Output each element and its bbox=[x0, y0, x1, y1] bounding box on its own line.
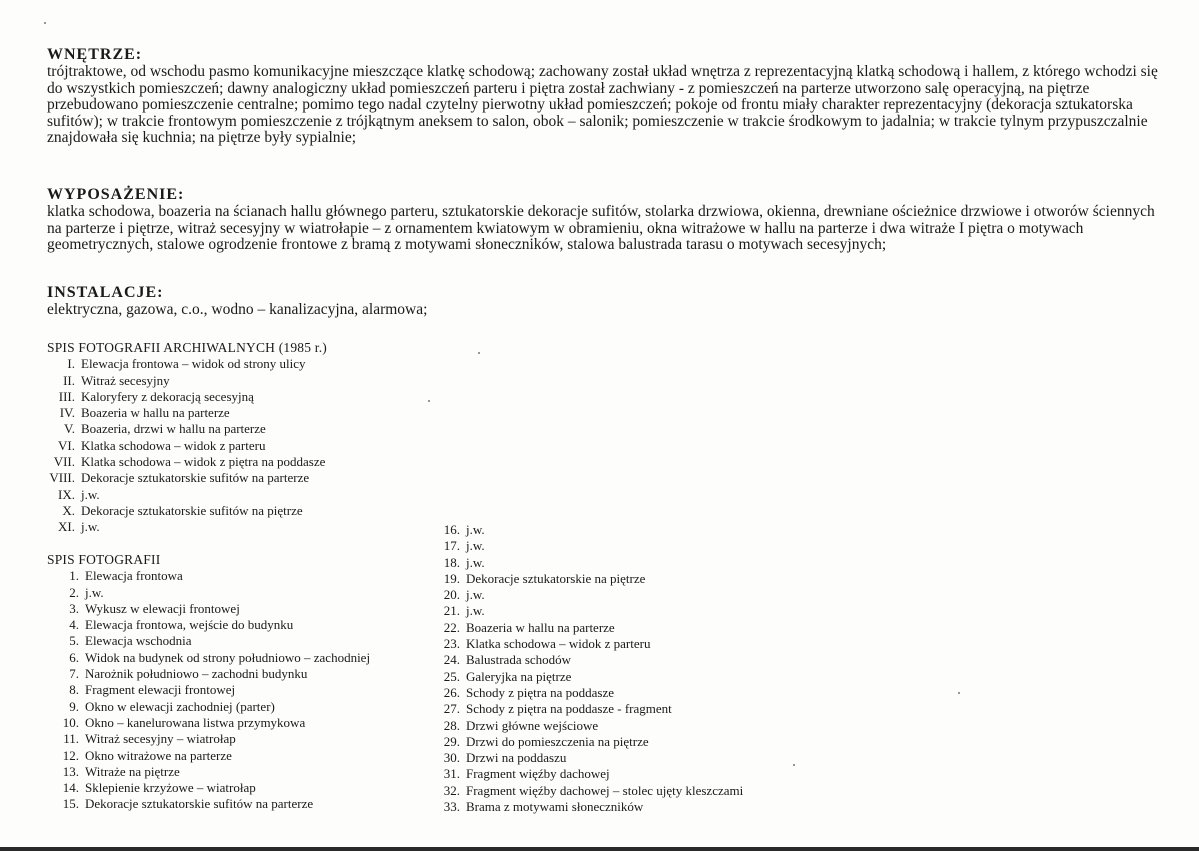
item-text: Okno – kanelurowana listwa przymykowa bbox=[85, 714, 306, 730]
item-text: Elewacja frontowa, wejście do budynku bbox=[85, 617, 294, 633]
item-text: Boazeria, drzwi w hallu na parterze bbox=[81, 421, 266, 437]
item-number: 23. bbox=[443, 636, 460, 652]
list-item bbox=[47, 731, 370, 747]
item-text: Okno witrażowe na parterze bbox=[85, 747, 232, 763]
item-text: Fragment więźby dachowej – stolec ujęty kleszczami bbox=[466, 782, 744, 798]
list-item bbox=[47, 682, 370, 698]
item-text: Klatka schodowa – widok z parteru bbox=[81, 437, 266, 453]
list-item bbox=[47, 780, 370, 796]
item-number: 4. bbox=[69, 617, 79, 633]
list-item bbox=[47, 617, 370, 633]
item-number: 2. bbox=[69, 584, 79, 600]
item-number: 25. bbox=[443, 668, 460, 684]
equipment-section bbox=[47, 186, 1167, 254]
item-text: j.w. bbox=[466, 522, 485, 537]
list-item bbox=[47, 421, 327, 437]
scan-speck bbox=[958, 692, 960, 694]
item-number: 15. bbox=[62, 796, 79, 812]
item-text: Dekoracje sztukatorskie sufitów na parterze bbox=[81, 470, 310, 486]
item-number: 30. bbox=[443, 750, 460, 766]
item-number: 26. bbox=[443, 684, 460, 700]
list-item bbox=[47, 585, 370, 601]
interior-text: trójtraktowe, od wschodu pasmo komunikacyjne mieszczące klatkę schodową; zachowany został układ wnętrza z reprezentacyjną klatką schodową i hallem, z którego wchodzi się do wszystkich pomieszczeń; dawny analogiczny układ pomieszczeń parteru i piętra został zachwiany - z pomieszczeń na parterze utworzono salę operacyjną, na piętrze przebudowano pomieszczenie centralne; pomimo tego nadal czytelny pierwotny układ pomieszczeń; pokoje od frontu miały charakter reprezentacyjny (dekoracja sztukatorska sufitów); w trakcie frontowym pomieszczenie z trójkątnym aneksem to salon, obok – salonik; pomieszczenie w trakcie środkowym to jadalnia; w trakcie tylnym przypuszczalnie znajdowała się kuchnia; na piętrze były sypialnie; bbox=[47, 63, 1158, 147]
list-item bbox=[47, 666, 370, 682]
item-number: 17. bbox=[443, 538, 460, 554]
item-text: Dekoracje sztukatorskie sufitów na piętrze bbox=[81, 502, 303, 518]
list-item bbox=[47, 601, 370, 617]
list-item bbox=[47, 356, 327, 372]
item-number: 16. bbox=[443, 522, 460, 537]
list-item bbox=[47, 715, 370, 731]
equipment-heading: WYPOSAŻENIE: bbox=[47, 186, 185, 203]
item-text: Boazeria w hallu na parterze bbox=[81, 405, 230, 421]
item-text: Balustrada schodów bbox=[466, 652, 572, 668]
list-item bbox=[47, 470, 327, 486]
item-text: Dekoracje sztukatorskie sufitów na parterze bbox=[85, 796, 314, 812]
item-text: Dekoracje sztukatorskie na piętrze bbox=[466, 570, 646, 586]
item-number: VIII. bbox=[49, 470, 75, 486]
item-text: Okno w elewacji zachodniej (parter) bbox=[85, 698, 275, 714]
list-item bbox=[440, 603, 743, 619]
item-number: 24. bbox=[443, 652, 460, 668]
list-item bbox=[47, 764, 370, 780]
list-item bbox=[440, 799, 743, 815]
list-item bbox=[47, 503, 327, 519]
archive-photos-block bbox=[47, 340, 327, 536]
item-number: I. bbox=[67, 356, 75, 372]
list-item bbox=[440, 766, 743, 782]
item-number: 28. bbox=[443, 717, 460, 733]
item-number: 29. bbox=[443, 733, 460, 749]
list-item bbox=[440, 571, 743, 587]
item-text: Sklepienie krzyżowe – wiatrołap bbox=[85, 780, 256, 796]
list-item bbox=[47, 568, 370, 584]
item-number: IV. bbox=[59, 405, 75, 421]
list-item bbox=[47, 438, 327, 454]
item-text: Klatka schodowa – widok z parteru bbox=[466, 636, 651, 652]
list-item bbox=[440, 652, 743, 668]
list-item bbox=[47, 699, 370, 715]
item-number: 19. bbox=[443, 570, 460, 586]
installations-text: elektryczna, gazowa, c.o., wodno – kanalizacyjna, alarmowa; bbox=[47, 301, 428, 318]
list-item bbox=[47, 796, 370, 812]
photos-list bbox=[47, 568, 370, 812]
list-item bbox=[440, 750, 743, 766]
list-item bbox=[440, 522, 743, 538]
item-text: Widok na budynek od strony południowo – zachodniej bbox=[85, 649, 371, 665]
item-number: VII. bbox=[53, 454, 75, 470]
item-text: j.w. bbox=[466, 538, 485, 554]
list-item bbox=[47, 454, 327, 470]
item-number: 10. bbox=[62, 714, 79, 730]
photos-block-col2 bbox=[440, 522, 743, 815]
item-text: Elewacja frontowa bbox=[85, 568, 183, 584]
item-text: Drzwi do pomieszczenia na piętrze bbox=[466, 733, 649, 749]
list-item bbox=[47, 487, 327, 503]
item-number: 7. bbox=[69, 666, 79, 682]
item-number: 3. bbox=[69, 600, 79, 616]
equipment-text: klatka schodowa, boazeria na ścianach hallu głównego parteru, sztukatorskie dekoracje sufitów, stolarka drzwiowa, okienna, drewniane ościeżnice drzwiowe i otworów ściennych na parterze i piętrze, witraż secesyjny w wiatrołapie – z ornamentem kwiatowym w obramieniu, okna witrażowe w hallu na parterze i dwa witraże I piętra o motywach geometrycznych, stalowe ogrodzenie frontowe z bramą z motywami słoneczników, stalowa balustrada tarasu o motywach secesyjnych; bbox=[47, 203, 1155, 254]
item-number: VI. bbox=[58, 437, 75, 453]
archive-photos-list bbox=[47, 356, 327, 535]
item-text: Brama z motywami słoneczników bbox=[466, 799, 644, 815]
item-number: V. bbox=[64, 421, 75, 437]
item-number: 6. bbox=[69, 649, 79, 665]
photos-list-col2 bbox=[440, 522, 743, 815]
item-text: Schody z piętra na poddasze - fragment bbox=[466, 701, 672, 717]
item-text: Wykusz w elewacji frontowej bbox=[85, 600, 240, 616]
item-number: 14. bbox=[62, 780, 79, 796]
archive-photos-title: SPIS FOTOGRAFII ARCHIWALNYCH (1985 r.) bbox=[47, 340, 327, 355]
item-number: 20. bbox=[443, 587, 460, 603]
item-number: 31. bbox=[443, 766, 460, 782]
item-text: Witraż secesyjny bbox=[81, 372, 170, 388]
item-text: j.w. bbox=[466, 587, 485, 603]
item-number: 32. bbox=[443, 782, 460, 798]
list-item bbox=[47, 519, 327, 535]
list-item bbox=[440, 587, 743, 603]
item-number: 21. bbox=[443, 603, 460, 619]
item-number: 12. bbox=[62, 747, 79, 763]
interior-heading: WNĘTRZE: bbox=[47, 46, 143, 63]
item-number: 22. bbox=[443, 619, 460, 635]
item-text: j.w. bbox=[85, 584, 104, 600]
item-text: Boazeria w hallu na parterze bbox=[466, 619, 615, 635]
list-item bbox=[47, 405, 327, 421]
item-text: Elewacja frontowa – widok od strony ulicy bbox=[81, 356, 306, 372]
item-text: Witraż secesyjny – wiatrołap bbox=[85, 731, 236, 747]
list-item bbox=[47, 748, 370, 764]
item-text: Kaloryfery z dekoracją secesyjną bbox=[81, 388, 254, 404]
item-number: 27. bbox=[443, 701, 460, 717]
item-text: Schody z piętra na poddasze bbox=[466, 684, 615, 700]
list-item bbox=[440, 669, 743, 685]
list-item bbox=[47, 650, 370, 666]
list-item bbox=[440, 734, 743, 750]
item-text: Fragment więźby dachowej bbox=[466, 766, 610, 782]
scan-speck bbox=[44, 22, 46, 24]
interior-section bbox=[47, 46, 1167, 147]
item-number: 8. bbox=[69, 682, 79, 698]
item-text: Elewacja wschodnia bbox=[85, 633, 192, 649]
item-text: Galeryjka na piętrze bbox=[466, 668, 572, 684]
item-text: Narożnik południowo – zachodni budynku bbox=[85, 666, 308, 682]
item-text: j.w. bbox=[81, 519, 100, 535]
list-item bbox=[440, 636, 743, 652]
list-item bbox=[440, 685, 743, 701]
item-number: 9. bbox=[69, 698, 79, 714]
scan-speck bbox=[428, 400, 430, 402]
photos-block bbox=[47, 552, 370, 813]
item-number: 33. bbox=[443, 799, 460, 815]
item-text: Klatka schodowa – widok z piętra na poddasze bbox=[81, 454, 326, 470]
item-text: Drzwi na poddaszu bbox=[466, 750, 567, 766]
list-item bbox=[440, 555, 743, 571]
item-number: IX. bbox=[58, 486, 75, 502]
installations-heading: INSTALACJE: bbox=[47, 284, 164, 301]
item-number: XI. bbox=[58, 519, 75, 535]
list-item bbox=[440, 538, 743, 554]
list-item bbox=[440, 620, 743, 636]
item-number: 11. bbox=[63, 731, 79, 747]
item-text: j.w. bbox=[81, 486, 100, 502]
item-number: II. bbox=[63, 372, 75, 388]
item-number: X. bbox=[62, 502, 75, 518]
item-text: Witraże na piętrze bbox=[85, 763, 180, 779]
installations-section bbox=[47, 284, 1167, 319]
scan-speck bbox=[793, 764, 795, 766]
item-number: III. bbox=[58, 388, 75, 404]
item-text: j.w. bbox=[466, 554, 485, 570]
item-text: j.w. bbox=[466, 603, 485, 619]
item-text: Drzwi główne wejściowe bbox=[466, 717, 599, 733]
item-number: 18. bbox=[443, 554, 460, 570]
item-number: 1. bbox=[69, 568, 79, 584]
photos-title: SPIS FOTOGRAFII bbox=[47, 552, 161, 567]
scan-edge bbox=[0, 847, 1199, 851]
list-item bbox=[47, 373, 327, 389]
scan-speck bbox=[478, 352, 480, 354]
list-item bbox=[440, 701, 743, 717]
list-item bbox=[440, 783, 743, 799]
item-text: Fragment elewacji frontowej bbox=[85, 682, 236, 698]
item-number: 5. bbox=[69, 633, 79, 649]
list-item bbox=[440, 718, 743, 734]
list-item bbox=[47, 389, 327, 405]
list-item bbox=[47, 633, 370, 649]
item-number: 13. bbox=[62, 763, 79, 779]
